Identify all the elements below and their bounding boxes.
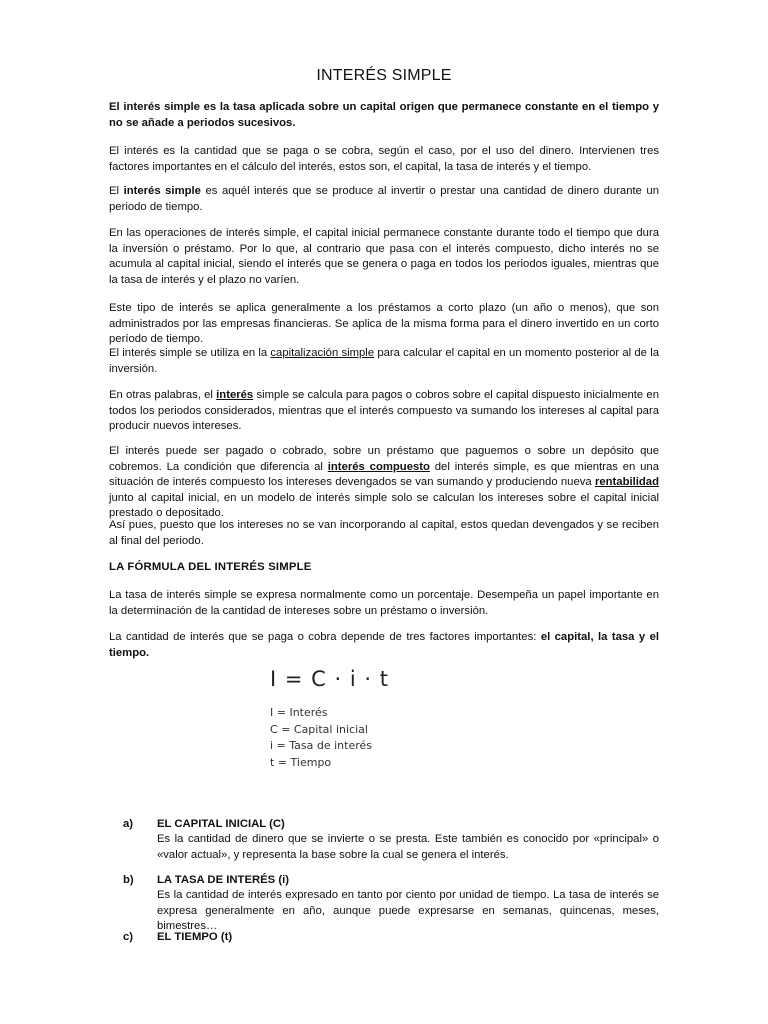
list-item-title: LA TASA DE INTERÉS (i) xyxy=(157,874,290,886)
p6-text-c: simple se calcula para pagos o cobros sobre el capital dispuesto inicialmente en todos los periodos considerados, mientras que el interés compuesto va sumando los intereses al capital para producir nuevos intereses. xyxy=(109,389,659,432)
p5-text-a: El interés simple se utiliza en la xyxy=(109,347,271,359)
formula-image xyxy=(270,667,389,771)
list-marker: b) xyxy=(123,874,134,886)
rentabilidad-link[interactable]: rentabilidad xyxy=(594,476,659,488)
page-title: INTERÉS SIMPLE xyxy=(316,67,452,84)
p6-text-a: En otras palabras, el xyxy=(109,389,217,401)
p7-text-b: del interés simple, es que mientras en una situación de interés compuesto los intereses devengados se van sumando y produciendo nueva xyxy=(109,460,659,488)
legend-capital: C = Capital inicial xyxy=(270,722,368,736)
paragraph-8: Así pues, puesto que los intereses no se van incorporando al capital, estos quedan devengados y se reciben al final del periodo. xyxy=(109,519,659,547)
paragraph-2 xyxy=(109,184,659,215)
p2-text-a: El xyxy=(109,185,124,197)
p2-bold: interés simple xyxy=(123,185,201,197)
p10-text-a: La cantidad de interés que se paga o cobra depende de tres factores importantes: xyxy=(109,631,541,643)
p10-bold: el capital, la tasa y el tiempo. xyxy=(109,631,659,659)
legend-tiempo: t = Tiempo xyxy=(270,755,332,769)
list-item-title: EL CAPITAL INICIAL (C) xyxy=(157,818,285,830)
list-marker: c) xyxy=(123,931,134,943)
paragraph-6 xyxy=(109,388,659,435)
intro-text: El interés simple es la tasa aplicada sobre un capital origen que permanece constante en el tiempo y no se añade a periodos sucesivos. xyxy=(109,101,659,129)
p5-text-c: para calcular el capital en un momento posterior al de la inversión. xyxy=(109,347,659,375)
list-item-description: Es la cantidad de dinero que se invierte o se presta. Este también es conocido por «principal» o «valor actual», y representa la base sobre la cual se genera el interés. xyxy=(157,833,659,861)
list-item-description: Es la cantidad de interés expresado en tanto por ciento por unidad de tiempo. La tasa de interés se expresa generalmente en año, aunque puede expresarse en semanas, quincenas, meses, bimestres… xyxy=(157,889,659,932)
interes-compuesto-link[interactable]: interés compuesto xyxy=(327,460,430,473)
paragraph-10 xyxy=(109,630,659,661)
paragraph-4: Este tipo de interés se aplica generalmente a los préstamos a corto plazo (un año o menos), que son administrados por las empresas financieras. Se aplica de la misma forma para el dinero invertido en un corto período de tiempo. xyxy=(109,302,659,345)
formula-equation: I = C · i · t xyxy=(270,667,389,691)
intro-paragraph xyxy=(109,100,659,131)
list-marker: a) xyxy=(123,818,134,830)
capitalizacion-simple-link[interactable]: capitalización simple xyxy=(270,347,375,359)
paragraph-1: El interés es la cantidad que se paga o se cobra, según el caso, por el uso del dinero. Intervienen tres factores importantes en el cálculo del interés, estos son, el capital, la tasa de interés y el tiempo. xyxy=(109,145,659,173)
paragraph-5 xyxy=(109,346,659,377)
list-item-title: EL TIEMPO (t) xyxy=(157,931,233,943)
p7-text-c: junto al capital inicial, en un modelo de interés simple solo se calculan los intereses sobre el capital inicial prestado o depositado. xyxy=(109,491,659,519)
paragraph-9: La tasa de interés simple se expresa normalmente como un porcentaje. Desempeña un papel importante en la determinación de la cantidad de intereses sobre un préstamo o inversión. xyxy=(109,589,659,617)
interes-link[interactable]: interés xyxy=(216,389,254,401)
formula-heading: LA FÓRMULA DEL INTERÉS SIMPLE xyxy=(109,561,312,573)
formula-legend xyxy=(270,705,389,771)
paragraph-7 xyxy=(109,444,659,522)
p2-text-c: es aquél interés que se produce al invertir o prestar una cantidad de dinero durante un periodo de tiempo. xyxy=(109,185,660,213)
p7-text-a: El interés puede ser pagado o cobrado, sobre un préstamo que paguemos o sobre un depósito que cobremos. La condición que diferencia al xyxy=(109,445,659,473)
legend-interes: I = Interés xyxy=(270,706,328,719)
legend-tasa: i = Tasa de interés xyxy=(270,739,373,752)
paragraph-3: En las operaciones de interés simple, el capital inicial permanece constante durante todo el tiempo que dura la inversión o préstamo. Por lo que, al contrario que pasa con el interés compuesto, dicho interés no se acumula al capital inicial, siendo el interés que se genera o paga en todos los periodos iguales, mientras que la tasa de interés y el plazo no varíen. xyxy=(109,227,659,286)
